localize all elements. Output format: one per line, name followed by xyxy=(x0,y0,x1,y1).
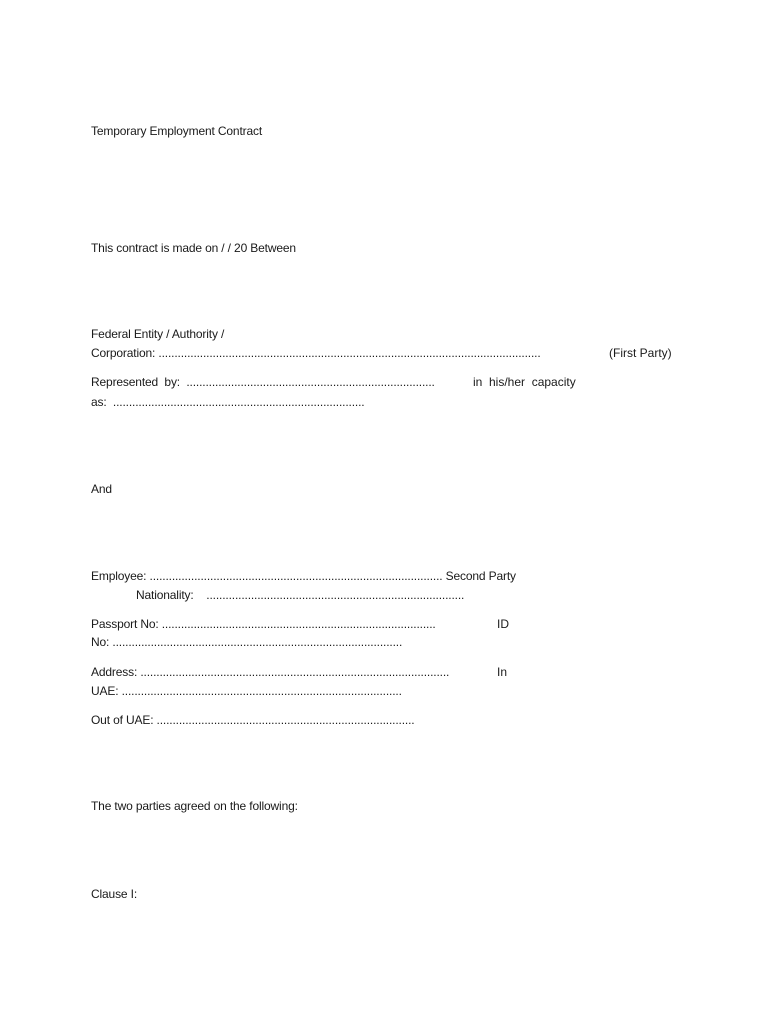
out-of-uae-field: Out of UAE: ................................................................................. xyxy=(91,713,415,727)
document-title: Temporary Employment Contract xyxy=(91,124,263,138)
id-number-field: No: ........................................................................................... xyxy=(91,635,403,649)
corporation-field: Corporation: ........................................................................................................................ xyxy=(91,346,541,360)
and-separator: And xyxy=(91,482,112,496)
in-label: In xyxy=(497,665,508,679)
uae-address-field: UAE: ........................................................................................ xyxy=(91,684,402,698)
represented-by-field: Represented by: .............................................................................. xyxy=(91,375,435,389)
capacity-field: as: ............................................................................... xyxy=(91,395,365,409)
passport-field: Passport No: ...................................................................................... xyxy=(91,617,436,631)
nationality-field: Nationality: ................................................................................. xyxy=(136,588,465,602)
first-party-tag: (First Party) xyxy=(609,346,672,360)
agreement-statement: The two parties agreed on the following: xyxy=(91,799,298,813)
address-field: Address: ................................................................................................. xyxy=(91,665,450,679)
first-party-label: Federal Entity / Authority / xyxy=(91,327,225,341)
employee-field: Employee: ............................................................................................ Second Party xyxy=(91,569,516,583)
contract-intro: This contract is made on / / 20 Between xyxy=(91,241,296,255)
clause-heading: Clause I: xyxy=(91,887,138,901)
id-label: ID xyxy=(497,617,509,631)
capacity-label: in his/her capacity xyxy=(473,375,576,389)
